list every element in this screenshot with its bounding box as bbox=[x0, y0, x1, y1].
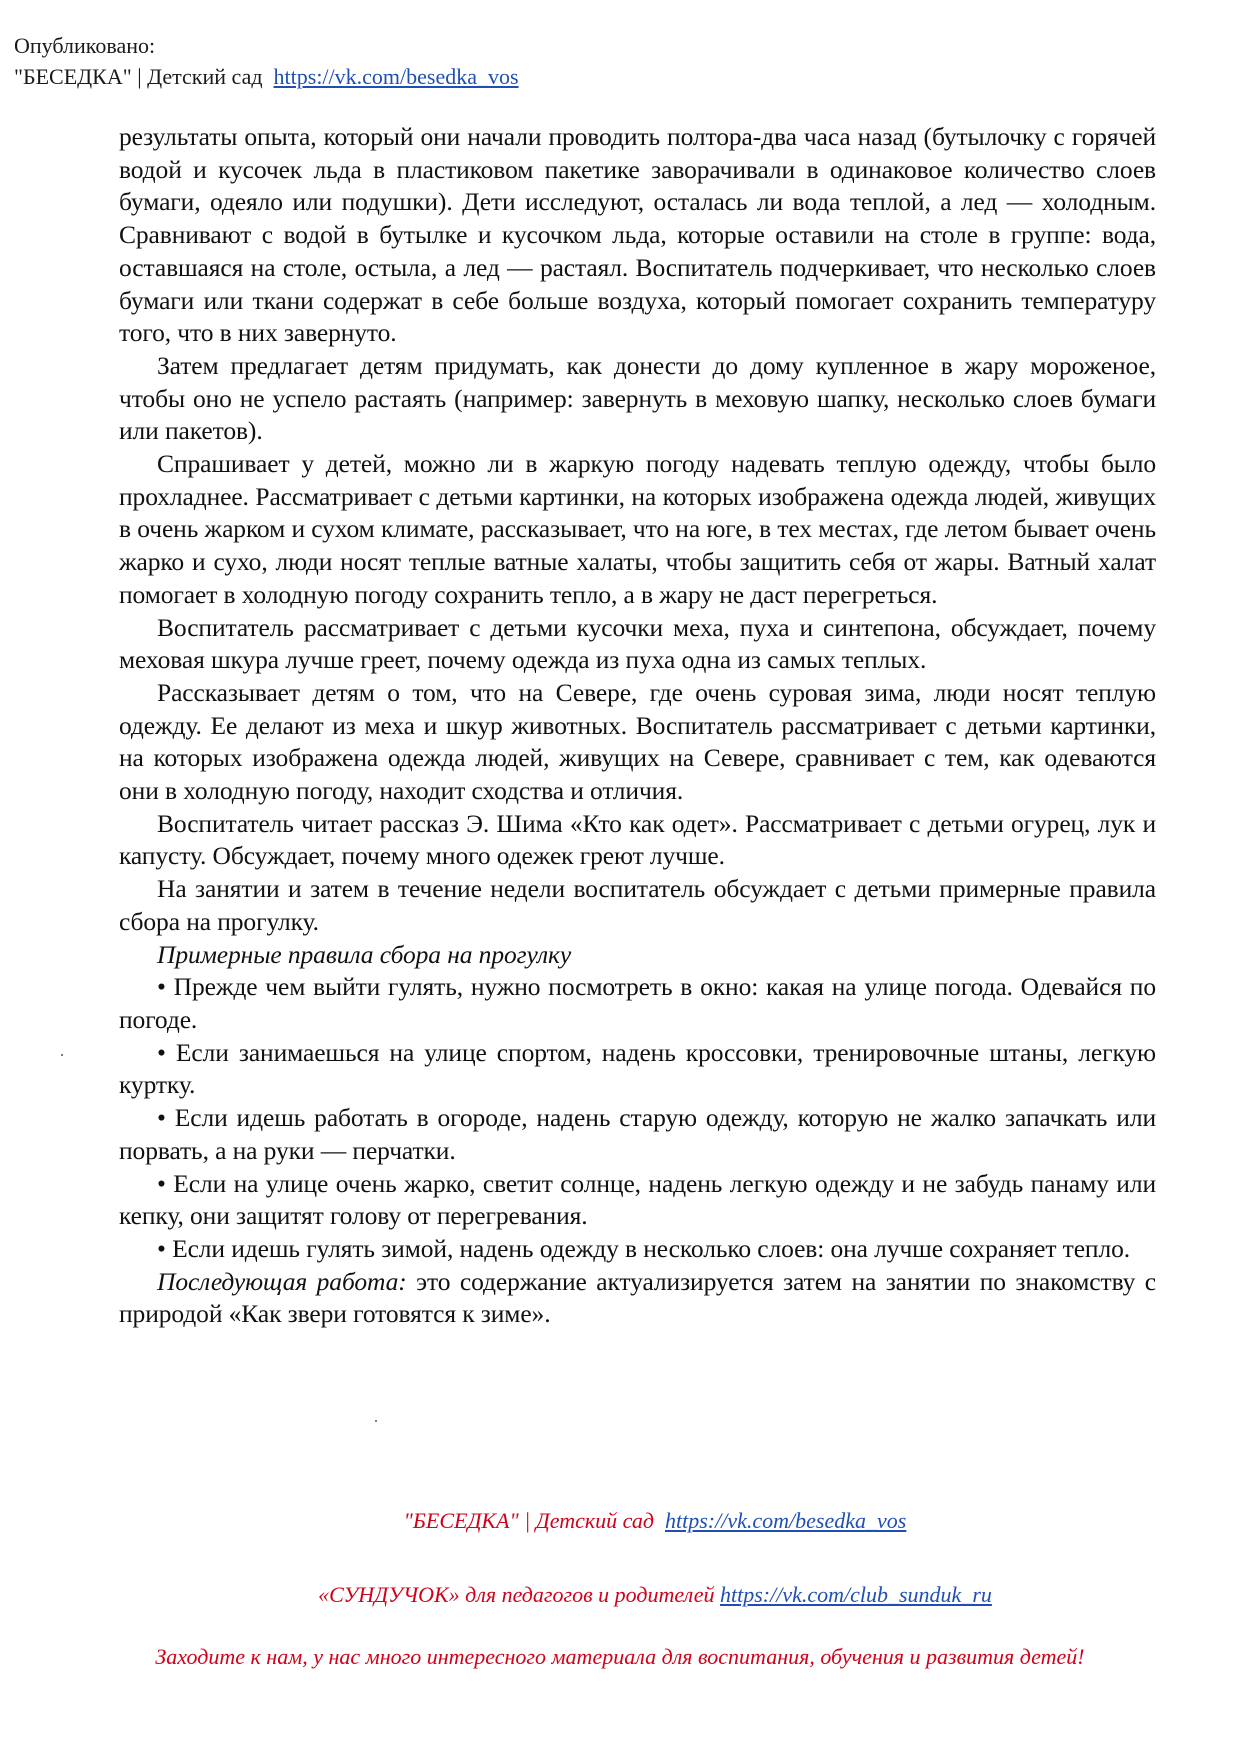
footer-besedka-text: "БЕСЕДКА" | Детский сад bbox=[403, 1508, 655, 1533]
published-label: Опубликовано: bbox=[14, 33, 156, 58]
footer-besedka bbox=[0, 1506, 1240, 1536]
paragraph-5: Рассказывает детям о том, что на Севере, где очень суровая зима, люди носят теплую одежду. Ее делают из меха и шкур животных. Воспитатель рассматривает с детьми картинки, на которых изображена одежда людей, живущих на Севере, сравнивает с тем, как одеваются они в холодную погоду, находит сходства и отличия. bbox=[119, 677, 1156, 806]
footer-sunduk-text: «СУНДУЧОК» для педагогов и родителей bbox=[318, 1582, 715, 1607]
footer-sunduk-link[interactable]: https://vk.com/club_sunduk_ru bbox=[719, 1582, 992, 1607]
paragraph-6: Воспитатель читает рассказ Э. Шима «Кто как одет». Рассматривает с детьми огурец, лук и капусту. Обсуждает, почему много одежек греют лучше. bbox=[119, 808, 1156, 871]
paragraph-4: Воспитатель рассматривает с детьми кусочки меха, пуха и синтепона, обсуждает, почему меховая шкура лучше греет, почему одежда из пуха одна из самых теплых. bbox=[119, 612, 1156, 675]
footer-invitation: Заходите к нам, у нас много интересного материала для воспитания, обучения и развития детей! bbox=[155, 1644, 1085, 1669]
rule-item: • Если занимаешься на улице спортом, надень кроссовки, тренировочные штаны, легкую куртку. bbox=[119, 1037, 1156, 1100]
rule-item: • Прежде чем выйти гулять, нужно посмотреть в окно: какая на улице погода. Одевайся по погоде. bbox=[119, 972, 1156, 1034]
document-body bbox=[119, 121, 1156, 1331]
header-site-name: "БЕСЕДКА" | Детский сад bbox=[14, 64, 263, 89]
followup-text: это содержание актуализируется затем на занятии по знакомству с природой «Как звери готовятся к зиме». bbox=[119, 1266, 1156, 1329]
rule-item: • Если на улице очень жарко, светит солнце, надень легкую одежду и не забудь панаму или кепку, они защитят голову от перегревания. bbox=[119, 1168, 1156, 1231]
rule-item: • Если идешь гулять зимой, надень одежду в несколько слоев: она лучше сохраняет тепло. bbox=[157, 1233, 1131, 1263]
paragraph-7: На занятии и затем в течение недели воспитатель обсуждает с детьми примерные правила сбора на прогулку. bbox=[119, 874, 1156, 936]
scan-speck bbox=[375, 1420, 377, 1422]
footer-besedka-link[interactable]: https://vk.com/besedka_vos bbox=[665, 1508, 907, 1533]
footer-sunduk bbox=[0, 1580, 1240, 1610]
scan-speck bbox=[61, 1054, 63, 1056]
header-site-line bbox=[14, 61, 519, 92]
followup-label: Последующая работа: bbox=[157, 1266, 407, 1296]
paragraph-1: результаты опыта, который они начали проводить полтора-два часа назад (бутылочку с горячей водой и кусочек льда в пластиковом пакетике заворачивали в одинаковое количество слоев бумаги, одеяло или подушки). Дети исследуют, осталась ли вода теплой, а лед — холодным. Сравнивают с водой в бутылке и кусочком льда, которые оставили на столе в группе: вода, оставшаяся на столе, остыла, а лед — растаял. Воспитатель подчеркивает, что несколько слоев бумаги или ткани содержат в себе больше воздуха, который помогает сохранить температуру того, что в них завернуто. bbox=[119, 122, 1156, 348]
rules-heading-text: Примерные правила сбора на прогулку bbox=[157, 939, 572, 969]
rule-item: • Если идешь работать в огороде, надень старую одежду, которую не жалко запачкать или порвать, а на руки — перчатки. bbox=[119, 1103, 1156, 1165]
page-header bbox=[14, 30, 519, 92]
followup-paragraph bbox=[119, 1266, 1156, 1331]
header-site-link[interactable]: https://vk.com/besedka_vos bbox=[273, 64, 519, 89]
paragraph-3: Спрашивает у детей, можно ли в жаркую погоду надевать теплую одежду, чтобы было прохладнее. Рассматривает с детьми картинки, на которых изображена одежда людей, живущих в очень жарком и сухом климате, рассказывает, что на юге, в тех местах, где летом бывает очень жарко и сухо, люди носят теплые ватные халаты, чтобы защитить себя от жары. Ватный халат помогает в холодную погоду сохранить тепло, а в жару не даст перегреться. bbox=[119, 449, 1156, 609]
rules-heading bbox=[119, 939, 1156, 972]
paragraph-2: Затем предлагает детям придумать, как донести до дому купленное в жару мороженое, чтобы оно не успело растаять (например: завернуть в меховую шапку, несколько слоев бумаги или пакетов). bbox=[119, 350, 1156, 446]
